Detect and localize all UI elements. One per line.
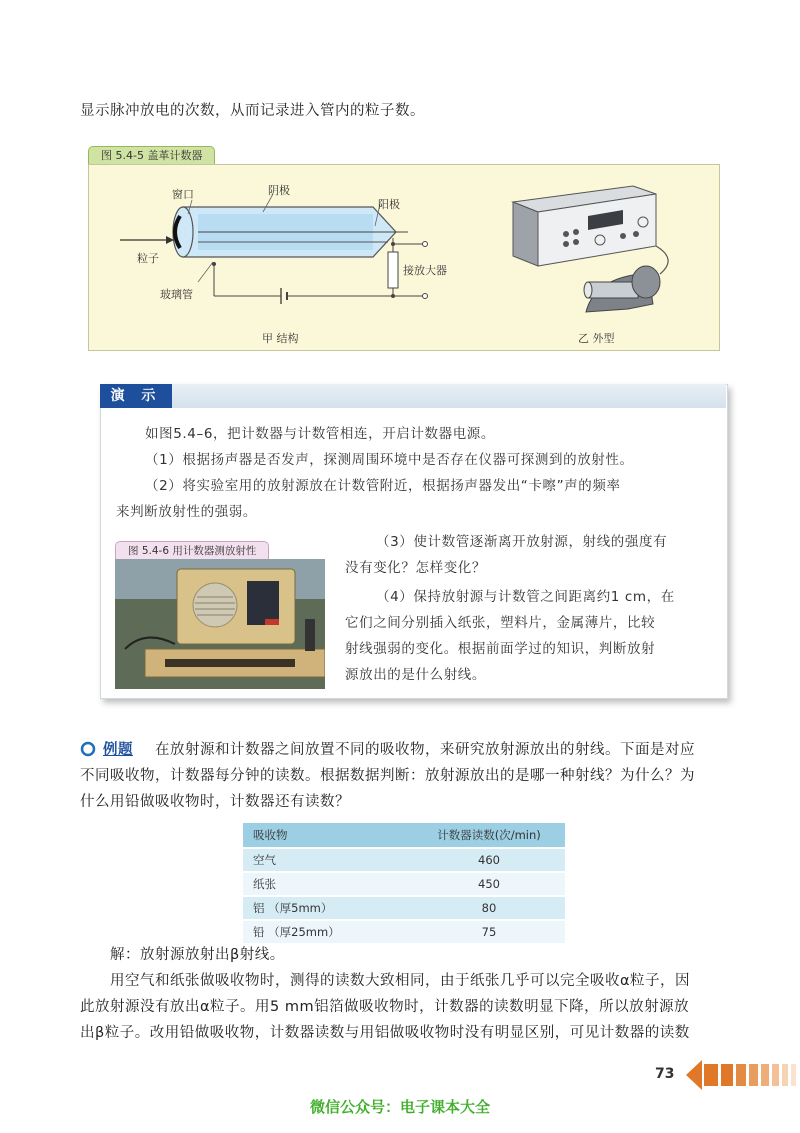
page-number: 73 xyxy=(655,1066,675,1082)
label-particle: 粒子 xyxy=(137,252,159,265)
footer-watermark: 微信公众号：电子课本大全 xyxy=(309,1098,490,1116)
demo-title: 演 示 xyxy=(100,384,172,408)
demo-paragraph-5b: 它们之间分别插入纸张，塑料片，金属薄片，比较 xyxy=(345,615,656,631)
example-line-1: 在放射源和计数器之间放置不同的吸收物，来研究放射源放出的射线。下面是对应 xyxy=(155,742,695,758)
example-line-3: 什么用铅做吸收物时，计数器还有读数？ xyxy=(80,794,350,810)
demo-paragraph-3a: （2）将实验室用的放射源放在计数管附近，根据扬声器发出“卡嚓”声的频率 xyxy=(145,478,621,494)
example-line-2: 不同吸收物，计数器每分钟的读数。根据数据判断：放射源放出的是哪一种射线？为什么？为 xyxy=(80,768,695,784)
solution-line-4: 出β粒子。改用铅做吸收物，计数器读数与用铝做吸收物时没有明显区别，可见计数器的读数 xyxy=(80,1025,690,1041)
table-cell-reading: 460 xyxy=(413,848,565,872)
example-label: 例题 xyxy=(103,742,133,758)
demo-paragraph-5d: 源放出的是什么射线。 xyxy=(345,667,486,683)
label-glass-tube: 玻璃管 xyxy=(160,288,193,301)
table-row xyxy=(243,848,565,872)
counter-photo xyxy=(115,559,325,689)
page-arrow-icon xyxy=(686,1058,800,1092)
table-header-absorber: 吸收物 xyxy=(243,823,413,848)
table-cell-absorber: 铅 （厚25mm） xyxy=(243,920,413,943)
table-row xyxy=(243,896,565,920)
demo-paragraph-5a: （4）保持放射源与计数管之间距离约1 cm，在 xyxy=(376,589,675,605)
table-cell-reading: 80 xyxy=(413,896,565,920)
solution-line-2: 用空气和纸张做吸收物时，测得的读数大致相同，由于纸张几乎可以完全吸收α粒子，因 xyxy=(110,973,691,989)
table-cell-reading: 450 xyxy=(413,872,565,896)
demo-paragraph-5c: 射线强弱的变化。根据前面学过的知识，判断放射 xyxy=(345,641,656,657)
demo-paragraph-3b: 来判断放射性的强弱。 xyxy=(116,504,257,520)
table-cell-reading: 75 xyxy=(413,920,565,943)
example-circle-icon xyxy=(80,741,96,757)
table-cell-absorber: 纸张 xyxy=(243,872,413,896)
demo-header-bar xyxy=(100,384,726,408)
label-amplifier: 接放大器 xyxy=(403,264,447,277)
top-text: 显示脉冲放电的次数，从而记录进入管内的粒子数。 xyxy=(80,103,425,119)
solution-line-1: 解：放射源放射出β射线。 xyxy=(110,947,285,963)
demo-paragraph-4b: 没有变化？怎样变化？ xyxy=(345,560,486,576)
table-cell-absorber: 铝 （厚5mm） xyxy=(243,896,413,920)
caption-structure: 甲 结构 xyxy=(262,332,299,345)
table-header-reading: 计数器读数(次/min) xyxy=(413,823,565,848)
caption-appearance: 乙 外型 xyxy=(578,332,615,345)
solution-line-3: 此放射源没有放出α粒子。用5 mm铝箔做吸收物时，计数器的读数明显下降，所以放射源放 xyxy=(80,999,690,1015)
label-window: 窗口 xyxy=(172,188,194,201)
label-anode: 阳极 xyxy=(378,198,400,211)
photo-title: 图 5.4-6 用计数器测放射性 xyxy=(115,541,269,560)
reading-table xyxy=(243,823,565,943)
label-cathode: 阴极 xyxy=(268,184,290,197)
demo-paragraph-4a: （3）使计数管逐渐离开放射源，射线的强度有 xyxy=(376,534,668,550)
demo-paragraph-1: 如图5.4–6，把计数器与计数管相连，开启计数器电源。 xyxy=(145,426,496,442)
table-row xyxy=(243,872,565,896)
figure-title: 图 5.4-5 盖革计数器 xyxy=(88,146,215,165)
demo-paragraph-2: （1）根据扬声器是否发声，探测周围环境中是否存在仪器可探测到的放射性。 xyxy=(145,452,634,468)
table-row xyxy=(243,920,565,943)
table-cell-absorber: 空气 xyxy=(243,848,413,872)
